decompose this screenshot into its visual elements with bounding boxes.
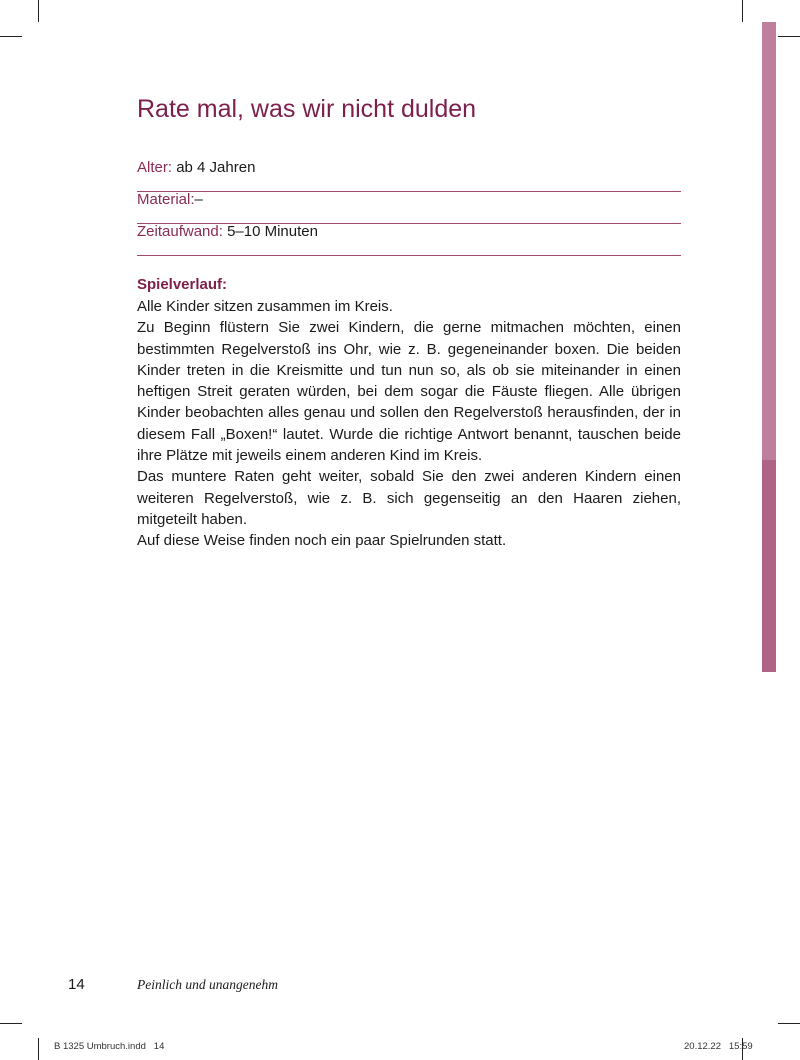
page-title: Rate mal, was wir nicht dulden [137,95,477,123]
age-label: Alter: [137,159,173,176]
crop-mark [778,1023,800,1024]
crop-mark [742,0,743,22]
chapter-tab-marker [762,460,776,672]
time-value: 5–10 Minuten [227,223,318,240]
material-label: Material: [137,191,195,208]
paragraph: Alle Kinder sitzen zusammen im Kreis. [137,298,393,315]
crop-mark [778,36,800,37]
crop-mark [38,0,39,22]
chapter-tab [762,22,776,460]
crop-mark [0,1023,22,1024]
time-label: Zeitaufwand: [137,223,223,240]
crop-mark [0,36,22,37]
running-title: Peinlich und unangenehm [137,977,278,992]
slug-date: 20.12.22 15:59 [684,1041,753,1052]
age-value: ab 4 Jahren [176,159,256,176]
meta-row-age [137,160,681,192]
slug-file: B 1325 Umbruch.indd 14 [54,1041,165,1052]
body-text [137,296,681,552]
paragraph: Das muntere Raten geht weiter, sobald Sie den zwei anderen Kindern einen weiteren Regelverstoß, wie z. B. sich gegenseitig an den Haaren ziehen, mitgeteilt haben. [137,468,681,528]
paragraph: Zu Beginn flüstern Sie zwei Kindern, die gerne mitmachen möchten, einen bestimmten Regelverstoß ins Ohr, wie z. B. gegeneinander boxen. Die beiden Kinder treten in die Kreismitte und tun nun so, als ob sie miteinander in einen heftigen Streit geraten würden, bei dem sogar die Fäuste fliegen. Alle übrigen Kinder beobachten alles genau und sollen den Regelverstoß herausfinden, der in diesem Fall „Boxen!“ lautet. Wurde die richtige Antwort benannt, tauschen beide ihre Plätze mit jeweils einem anderen Kind im Kreis. [137,319,681,465]
section-heading: Spielverlauf: [137,276,228,293]
page-number: 14 [68,976,85,993]
meta-row-material [137,192,681,224]
paragraph: Auf diese Weise finden noch ein paar Spielrunden statt. [137,532,507,550]
material-value: – [194,191,203,208]
meta-row-time [137,224,681,256]
crop-mark [38,1038,39,1060]
